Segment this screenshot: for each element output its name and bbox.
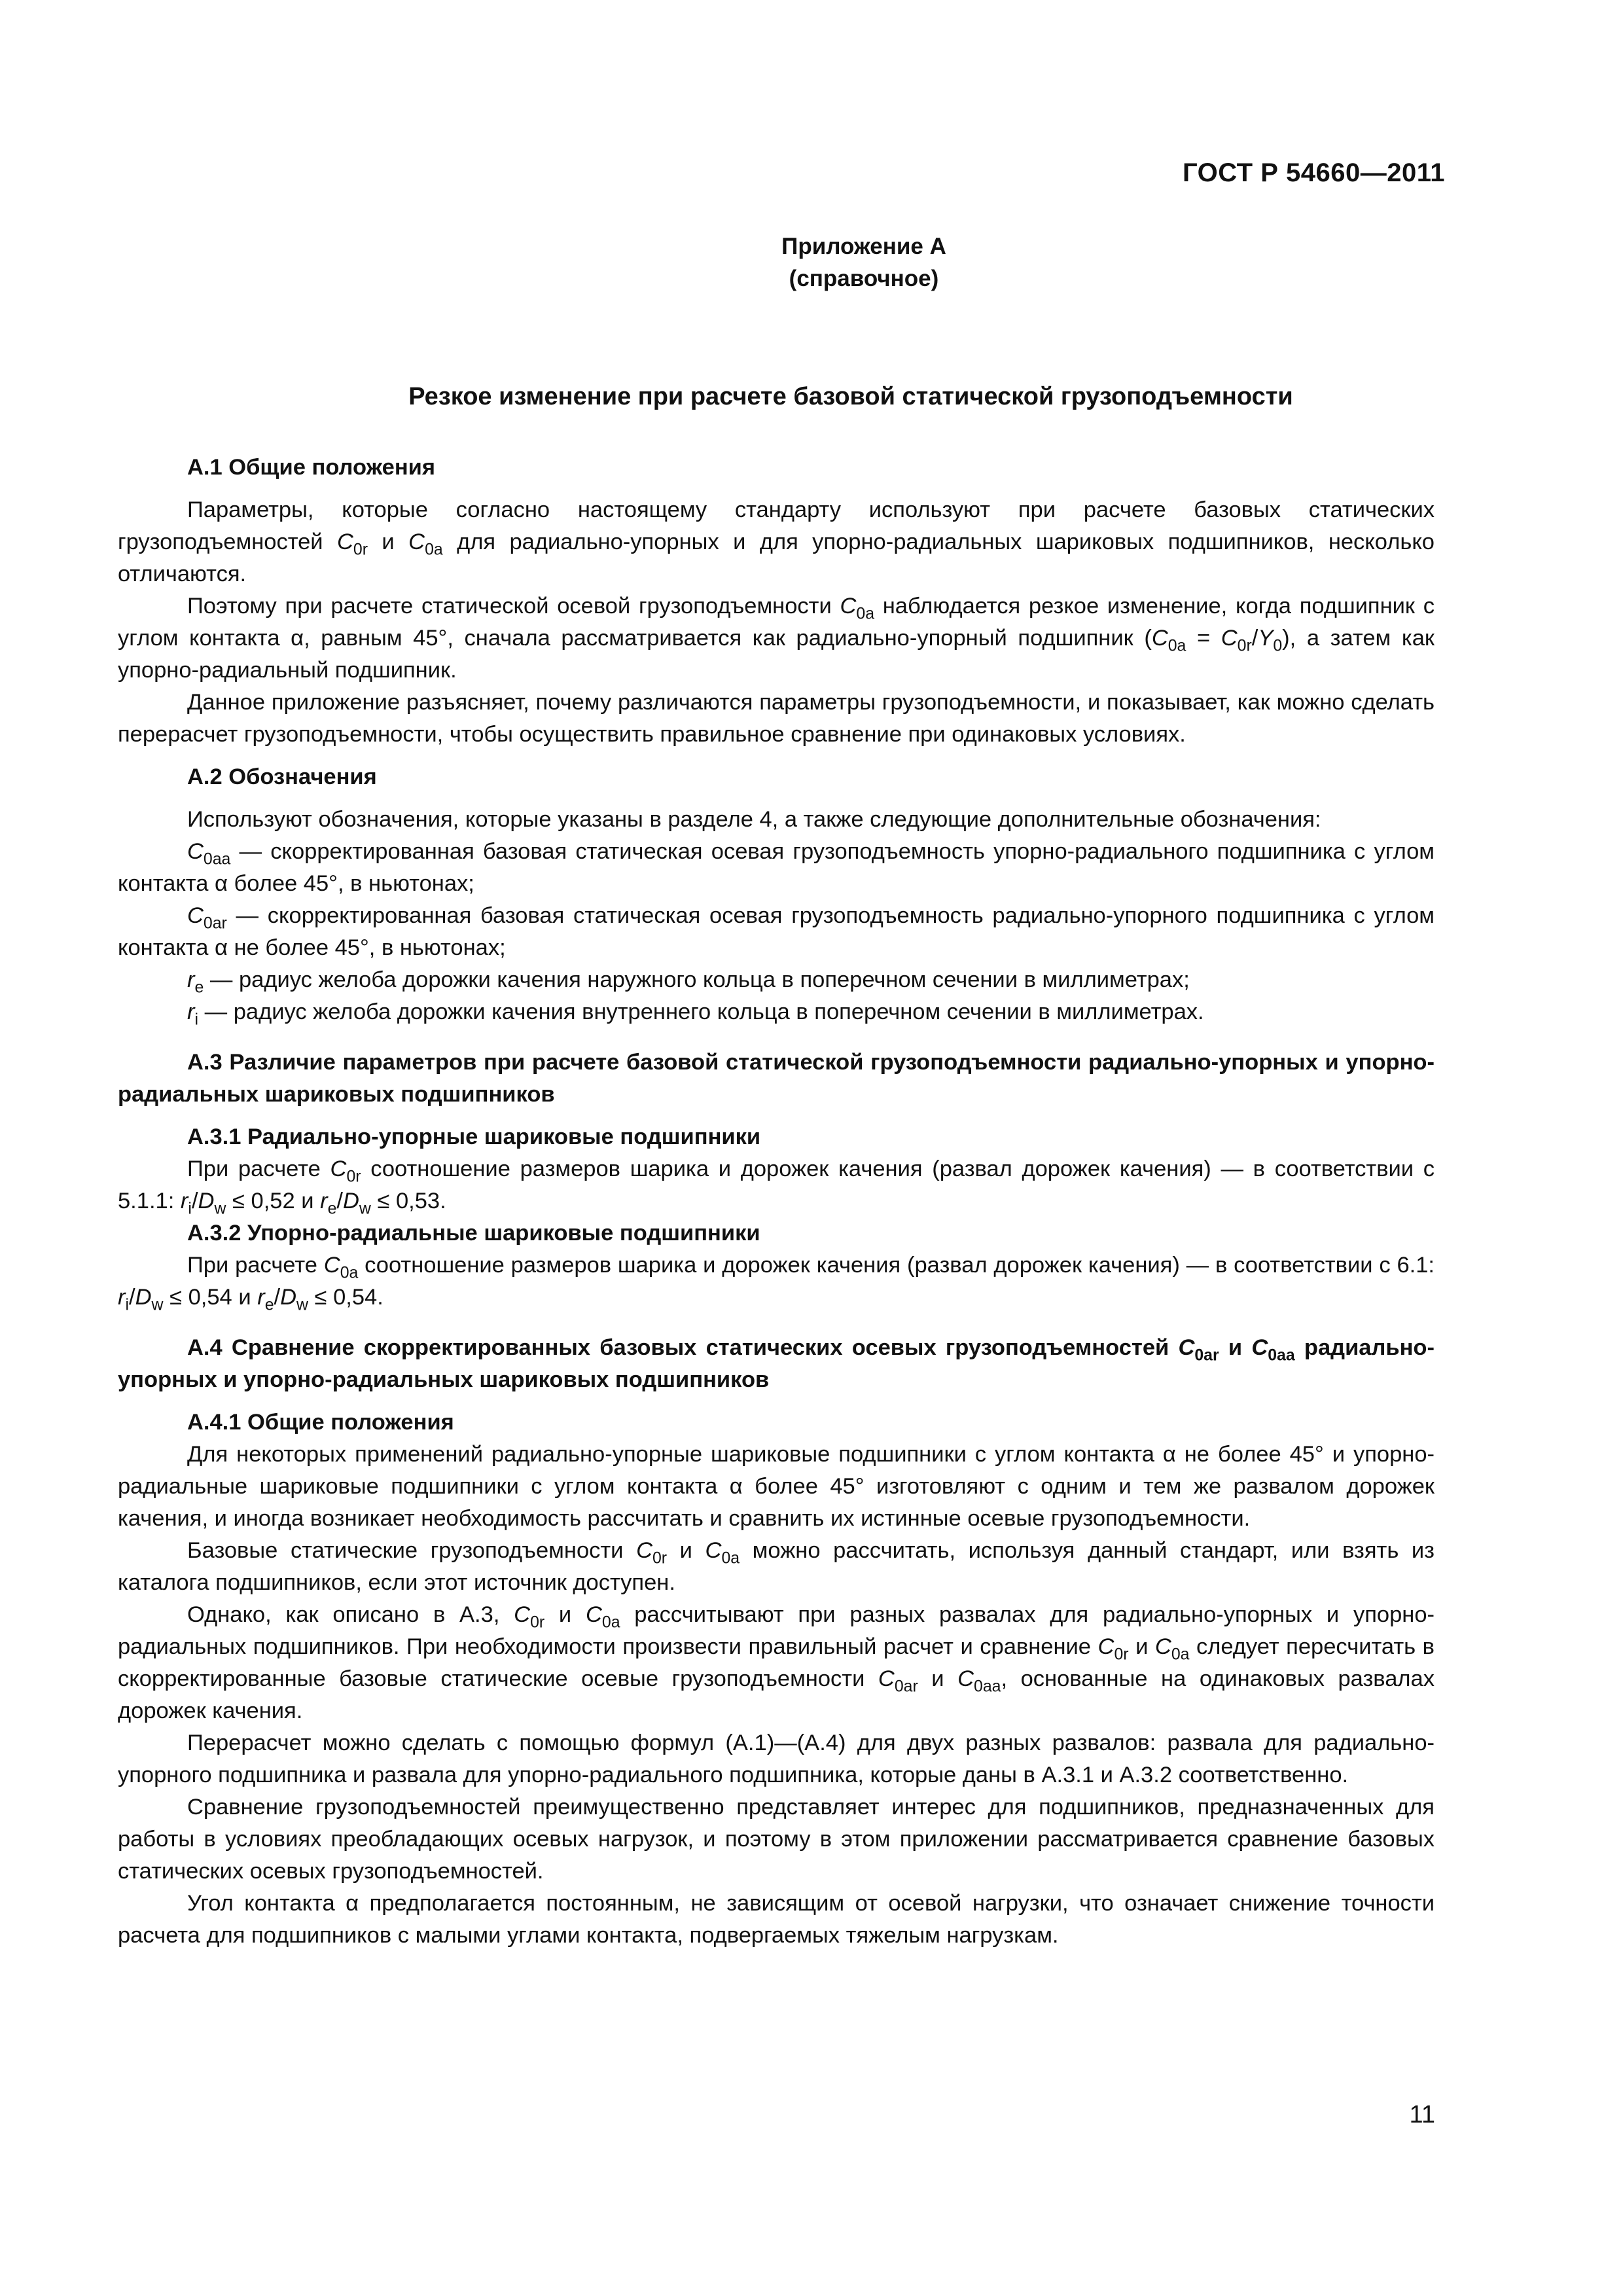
definition-re: $r_e$ — радиус желоба дорожки качения наружного кольца в поперечном сечении в миллиметрах; <box>187 967 1190 997</box>
definition-c0ar: $C_{0ar}$ — скорректированная базовая статическая осевая грузоподъемность радиально-упорного подшипника с углом контакта α не более 45°, в ньютонах; <box>118 903 1435 960</box>
annex-type: (справочное) <box>789 266 939 291</box>
paragraph: Базовые статические грузоподъемности $C_{0r}$ и $C_{0a}$ можно рассчитать, используя данный стандарт, или взять из каталога подшипников, если этот источник доступен. <box>118 1538 1435 1595</box>
section-a1-title: А.1 Общие положения <box>187 455 436 480</box>
annex-title: Приложение А <box>781 234 946 259</box>
definition-ri: $r_i$ — радиус желоба дорожки качения внутреннего кольца в поперечном сечении в миллиметрах. <box>187 999 1204 1029</box>
standard-number: ГОСТ Р 54660—2011 <box>1183 158 1445 187</box>
document-body <box>118 452 1435 1952</box>
paragraph: Однако, как описано в А.3, $C_{0r}$ и $C_{0a}$ рассчитывают при разных развалах для радиально-упорных и упорно-радиальных подшипников. При необходимости произвести правильный расчет и сравнение $C_{0r}$ и $C_{0a}$ следует пересчитать в скорректированные базовые статические осевые грузоподъемности $C_{0ar}$ и $C_{0aa}$, основанные на одинаковых развалах дорожек качения. <box>118 1602 1435 1723</box>
paragraph: Для некоторых применений радиально-упорные шариковые подшипники с углом контакта α не более 45° и упорно-радиальные шариковые подшипники с углом контакта α более 45° изготовляют с одним и тем же развалом дорожек качения, и иногда возникает необходимость рассчитать и сравнить их истинные осевые грузоподъемности. <box>118 1442 1435 1531</box>
paragraph: Перерасчет можно сделать с помощью формул (А.1)—(А.4) для двух разных развалов: развала для радиально-упорного подшипника и развала для упорно-радиального подшипника, которые даны в А.3.1 и А.3.2 соответственно. <box>118 1731 1435 1787</box>
paragraph: Данное приложение разъясняет, почему различаются параметры грузоподъемности, и показывает, как можно сделать перерасчет грузоподъемности, чтобы осуществить правильное сравнение при одинаковых условиях. <box>118 690 1435 747</box>
section-a41-title: А.4.1 Общие положения <box>187 1410 454 1435</box>
paragraph: Поэтому при расчете статической осевой грузоподъемности $C_{0a}$ наблюдается резкое изменение, когда подшипник с углом контакта α, равным 45°, сначала рассматривается как радиально-упорный подшипник $(C_{0a} = C_{0r}/Y_0)$, а затем как упорно-радиальный подшипник. <box>118 594 1435 683</box>
section-a32-title: А.3.2 Упорно-радиальные шариковые подшипники <box>187 1221 760 1246</box>
section-a3-title: А.3 Различие параметров при расчете базовой статической грузоподъемности радиально-упорных и упорно-радиальных шариковых подшипников <box>118 1050 1435 1107</box>
section-a4-title: А.4 Сравнение скорректированных базовых статических осевых грузоподъемностей $C_{0ar}$ и $C_{0aa}$ радиально-упорных и упорно-радиальных шариковых подшипников <box>118 1335 1435 1392</box>
paragraph: Параметры, которые согласно настоящему стандарту используют при расчете базовых статических грузоподъемностей $C_{0r}$ и $C_{0a}$ для радиально-упорных и для упорно-радиальных шариковых подшипников, несколько отличаются. <box>118 497 1435 586</box>
document-title: Резкое изменение при расчете базовой статической грузоподъемности <box>408 383 1293 410</box>
definition-c0aa: $C_{0aa}$ — скорректированная базовая статическая осевая грузоподъемность упорно-радиального подшипника с углом контакта α более 45°, в ньютонах; <box>118 839 1435 896</box>
paragraph: Угол контакта α предполагается постоянным, не зависящим от осевой нагрузки, что означает снижение точности расчета для подшипников с малыми углами контакта, подвергаемых тяжелым нагрузкам. <box>118 1891 1435 1948</box>
paragraph: При расчете $C_{0r}$ соотношение размеров шарика и дорожек качения (развал дорожек качения) — в соответствии с 5.1.1: $r_i/D_w \le 0,52$ и $r_e/D_w \le 0,53$. <box>118 1157 1435 1218</box>
paragraph: При расчете $C_{0a}$ соотношение размеров шарика и дорожек качения (развал дорожек качения) — в соответствии с 6.1: $r_i/D_w \le 0,54$ и $r_e/D_w \le 0,54$. <box>118 1253 1435 1314</box>
section-a2-title: А.2 Обозначения <box>187 764 377 789</box>
paragraph: Сравнение грузоподъемностей преимущественно представляет интерес для подшипников, предназначенных для работы в условиях преобладающих осевых нагрузок, и поэтому в этом приложении рассматривается сравнение базовых статических осевых грузоподъемностей. <box>118 1795 1435 1884</box>
paragraph: Используют обозначения, которые указаны в разделе 4, а также следующие дополнительные обозначения: <box>187 807 1321 832</box>
annex-heading <box>0 230 1623 295</box>
page-number: 11 <box>1409 2101 1435 2128</box>
section-a31-title: А.3.1 Радиально-упорные шариковые подшипники <box>187 1124 761 1149</box>
